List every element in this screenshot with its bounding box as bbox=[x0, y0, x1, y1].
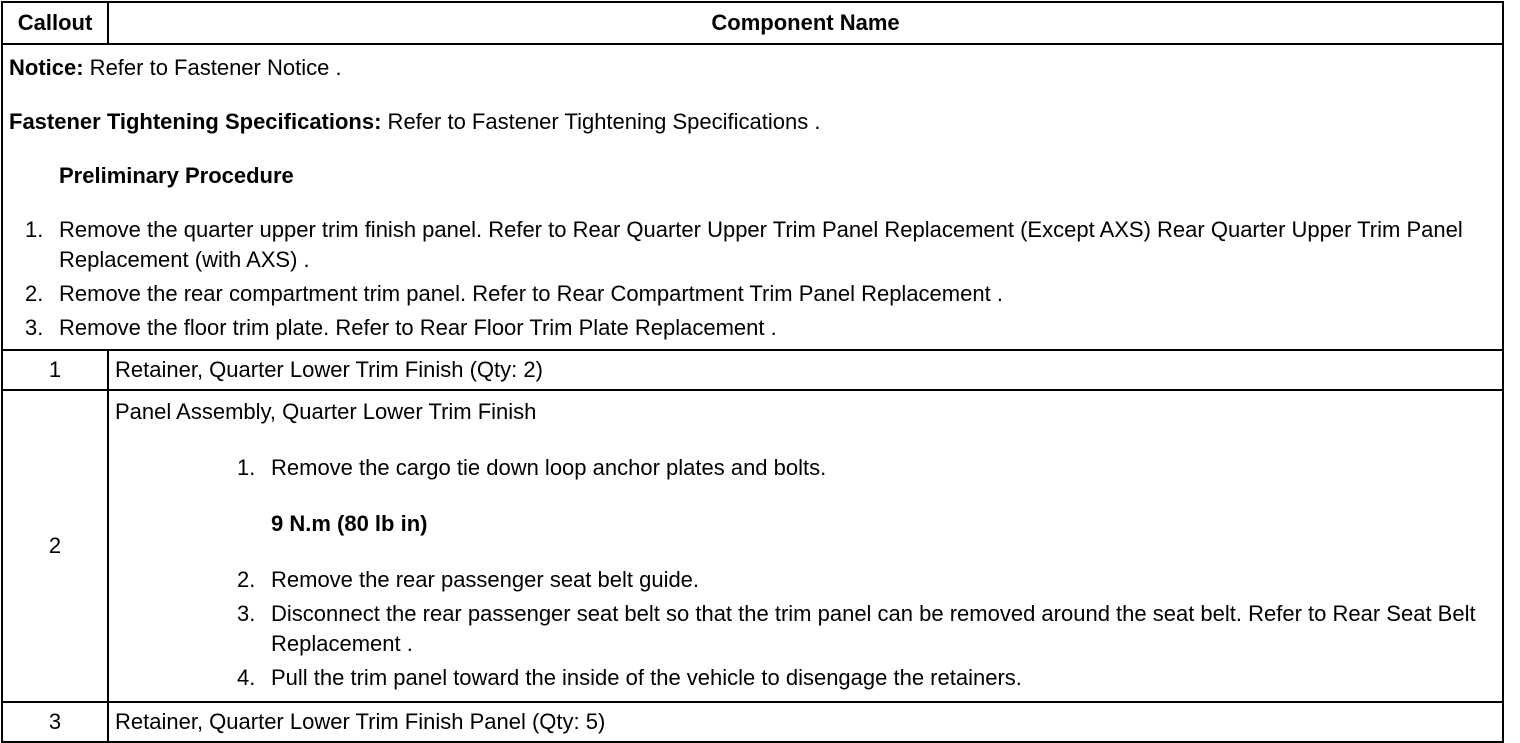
step-text: Disconnect the rear passenger seat belt so that the trim panel can be removed around the seat belt. Refer to Rear Seat Belt Replacement . bbox=[271, 601, 1476, 656]
preliminary-title: Preliminary Procedure bbox=[59, 163, 294, 188]
step-number: 2. bbox=[237, 567, 256, 592]
list-item bbox=[9, 215, 1494, 275]
step-text: Remove the quarter upper trim finish panel. Refer to Rear Quarter Upper Trim Panel Replacement (Except AXS) Rear Quarter Upper Trim Panel Replacement (with AXS) . bbox=[59, 217, 1463, 272]
step-text: Remove the floor trim plate. Refer to Rear Floor Trim Plate Replacement . bbox=[59, 315, 777, 340]
notice-label: Notice: bbox=[9, 55, 84, 80]
step-text: Remove the rear passenger seat belt guide. bbox=[271, 567, 700, 592]
callout-cell: 3 bbox=[2, 702, 108, 742]
list-item bbox=[115, 663, 1494, 693]
step-text: Remove the rear compartment trim panel. Refer to Rear Compartment Trim Panel Replacement . bbox=[59, 281, 1003, 306]
component-name-cell: Retainer, Quarter Lower Trim Finish (Qty: 2) bbox=[108, 350, 1503, 390]
step-number: 2. bbox=[25, 281, 44, 306]
table-row bbox=[2, 350, 1503, 390]
callout-cell: 1 bbox=[2, 350, 108, 390]
step-number: 1. bbox=[237, 455, 256, 480]
procedure-table bbox=[1, 1, 1504, 743]
removal-steps-first bbox=[115, 453, 1494, 483]
table-row bbox=[2, 702, 1503, 742]
component-name-header: Component Name bbox=[108, 2, 1503, 44]
panel-assembly-block bbox=[115, 391, 1494, 701]
list-item bbox=[115, 599, 1494, 659]
callout-cell: 2 bbox=[2, 390, 108, 702]
header-row bbox=[2, 2, 1503, 44]
preliminary-steps bbox=[9, 215, 1494, 343]
intro-row bbox=[2, 44, 1503, 350]
step-number: 3. bbox=[237, 601, 256, 626]
fastener-text: Refer to Fastener Tightening Specifications . bbox=[381, 109, 821, 134]
list-item bbox=[115, 565, 1494, 595]
removal-steps-rest bbox=[115, 565, 1494, 693]
fastener-label: Fastener Tightening Specifications: bbox=[9, 109, 382, 134]
component-title: Panel Assembly, Quarter Lower Trim Finish bbox=[115, 399, 537, 424]
component-name-cell: Retainer, Quarter Lower Trim Finish Panel (Qty: 5) bbox=[108, 702, 1503, 742]
list-item bbox=[9, 313, 1494, 343]
list-item bbox=[9, 279, 1494, 309]
notice-paragraph bbox=[9, 53, 1494, 83]
torque-spec: 9 N.m (80 lb in) bbox=[271, 511, 428, 536]
list-item bbox=[115, 453, 1494, 483]
step-number: 4. bbox=[237, 665, 256, 690]
intro-cell bbox=[2, 44, 1503, 350]
step-text: Remove the cargo tie down loop anchor plates and bolts. bbox=[271, 455, 827, 480]
step-number: 1. bbox=[25, 217, 44, 242]
fastener-paragraph bbox=[9, 107, 1494, 137]
step-text: Pull the trim panel toward the inside of the vehicle to disengage the retainers. bbox=[271, 665, 1022, 690]
callout-header: Callout bbox=[2, 2, 108, 44]
component-name-cell bbox=[108, 390, 1503, 702]
table-row bbox=[2, 390, 1503, 702]
notice-text: Refer to Fastener Notice . bbox=[83, 55, 342, 80]
step-number: 3. bbox=[25, 315, 44, 340]
